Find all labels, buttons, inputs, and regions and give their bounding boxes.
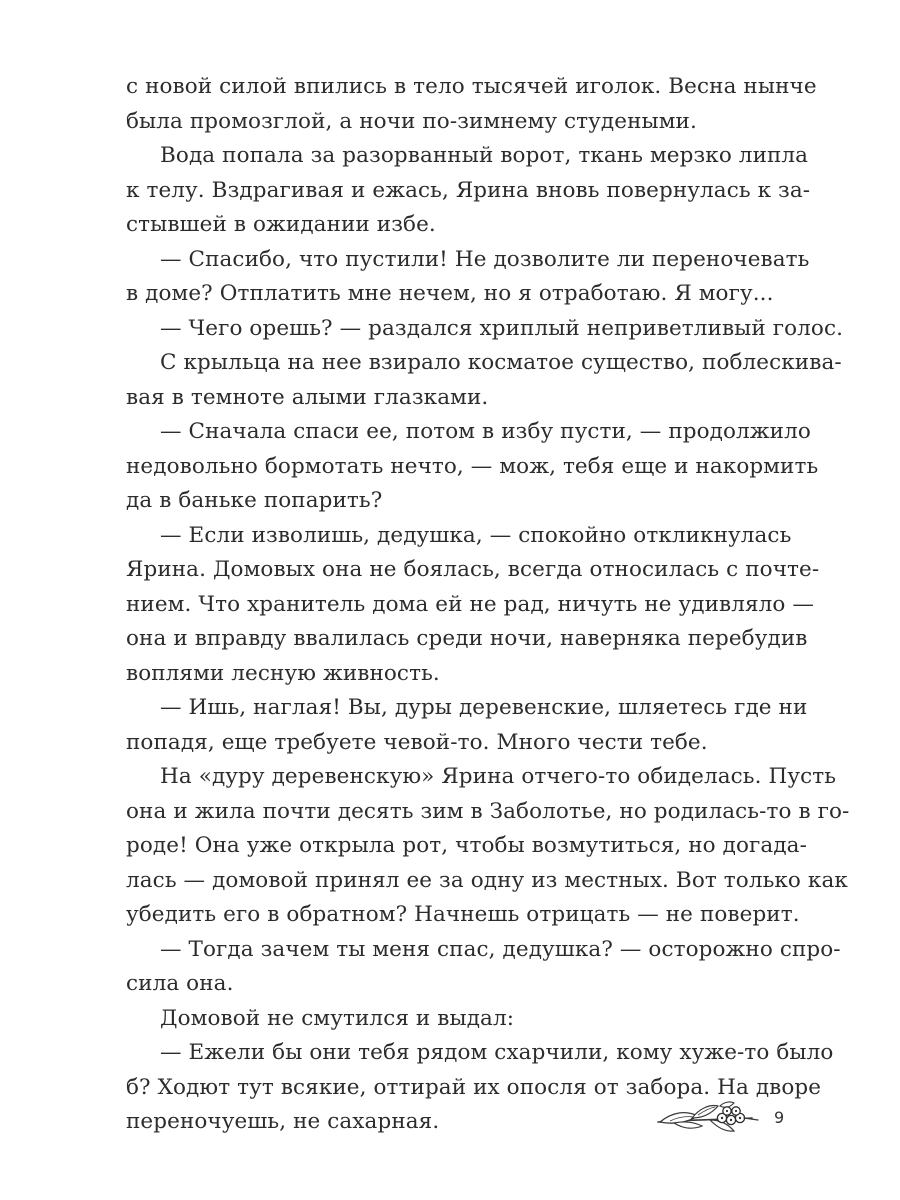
text-line: — Если изволишь, дедушка, — спокойно откликнулась xyxy=(160,522,792,548)
page-number: 9 xyxy=(774,1108,785,1127)
text-line: — Ежели бы они тебя рядом схарчили, кому хуже-то было xyxy=(160,1040,834,1065)
text-line: — Сначала спаси ее, потом в избу пусти, — продолжило xyxy=(160,419,811,444)
text-line: — Ишь, наглая! Вы, дуры деревенские, шляетесь где ни xyxy=(160,695,808,720)
text-line: сила она. xyxy=(126,971,234,996)
text-line: была промозглой, а ночи по-зимнему студеными. xyxy=(126,108,697,134)
page-body xyxy=(126,70,850,1134)
text-line: стывшей в ожидании избе. xyxy=(126,212,436,237)
text-line: убедить его в обратном? Начнешь отрицать — не поверит. xyxy=(126,902,800,927)
text-line: в доме? Отплатить мне нечем, но я отработаю. Я могу... xyxy=(126,281,774,306)
text-line: переночуешь, не сахарная. xyxy=(126,1109,440,1134)
text-line: она и жила почти десять зим в Заболотье, но родилась-то в го- xyxy=(126,798,850,824)
text-line: — Тогда зачем ты меня спас, дедушка? — осторожно спро- xyxy=(160,936,841,962)
text-line: роде! Она уже открыла рот, чтобы возмутиться, но догада- xyxy=(126,833,807,858)
text-line: с новой силой впились в тело тысячей иголок. Весна нынче xyxy=(126,74,817,99)
text-line: нием. Что хранитель дома ей не рад, ничуть не удивляло — xyxy=(126,591,814,617)
text-line: б? Ходют тут всякие, оттирай их опосля от забора. На дворе xyxy=(126,1074,822,1100)
text-line: Ярина. Домовых она не боялась, всегда относилась с почте- xyxy=(126,557,820,582)
text-line: На «дуру деревенскую» Ярина отчего-то обиделась. Пусть xyxy=(160,764,837,789)
text-line: Вода попала за разорванный ворот, ткань мерзко липла xyxy=(160,143,809,168)
text-line: недовольно бормотать нечто, — мож, тебя еще и накормить xyxy=(126,453,819,479)
text-line: она и вправду ввалилась среди ночи, наверняка перебудив xyxy=(126,626,808,651)
text-line: Домовой не смутился и выдал: xyxy=(160,1005,515,1031)
text-line: к телу. Вздрагивая и ежась, Ярина вновь повернулась к за- xyxy=(126,177,811,203)
text-line: лась — домовой принял ее за одну из местных. Вот только как xyxy=(126,867,848,893)
text-line: вая в темноте алыми глазками. xyxy=(126,384,489,410)
text-line: С крыльца на нее взирало косматое существо, поблескива- xyxy=(160,350,842,375)
text-line: воплями лесную живность. xyxy=(126,660,440,686)
rowan-branch-icon xyxy=(652,1098,764,1144)
text-line: да в баньке попарить? xyxy=(126,488,383,513)
text-line: — Чего орешь? — раздался хриплый неприветливый голос. xyxy=(160,315,844,341)
text-line: попадя, еще требуете чевой-то. Много чести тебе. xyxy=(126,729,708,755)
page-footer xyxy=(652,1098,792,1144)
text-line: — Спасибо, что пустили! Не дозволите ли переночевать xyxy=(160,246,810,272)
